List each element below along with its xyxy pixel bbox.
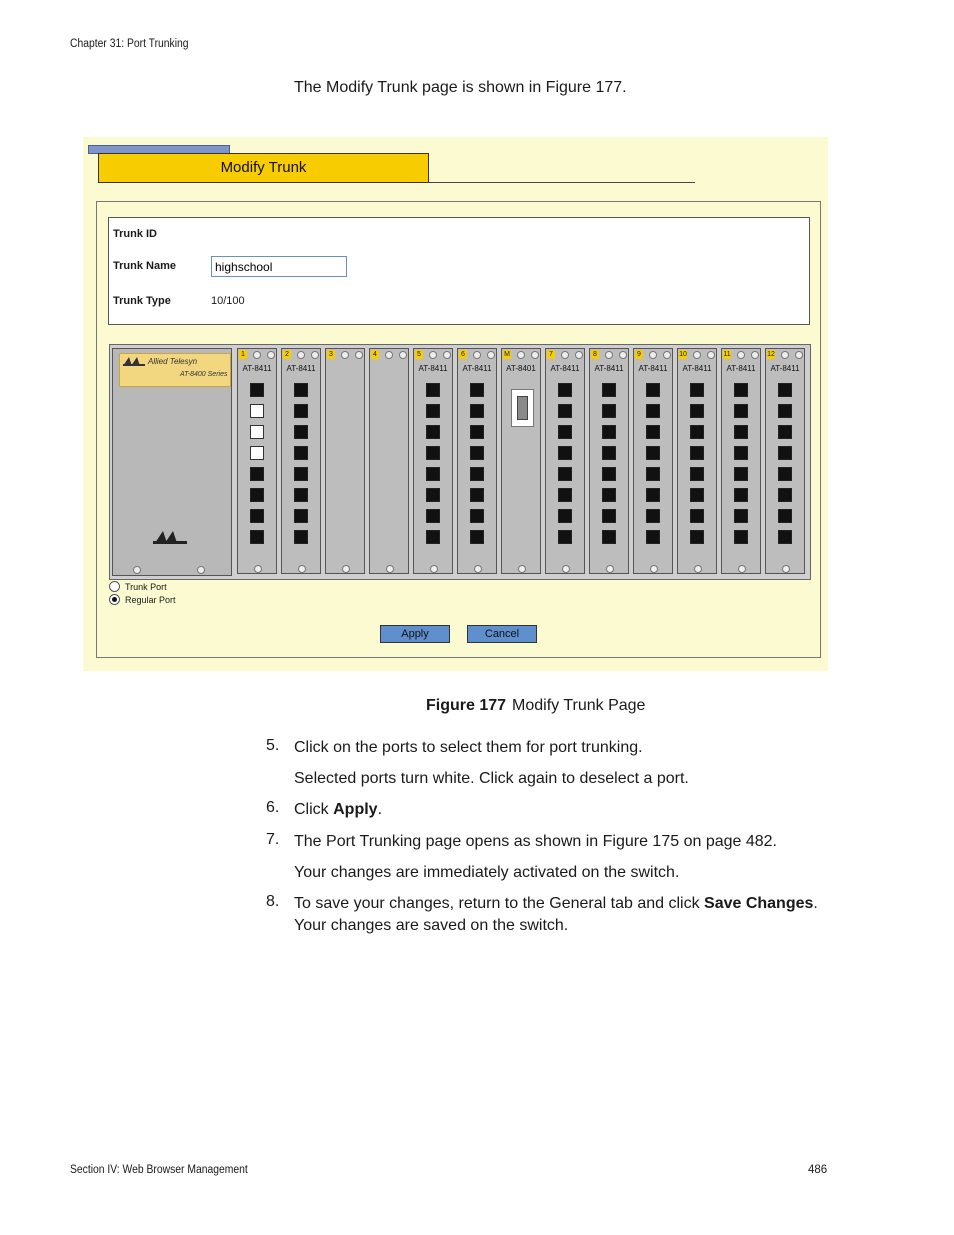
port-10-4[interactable]: [690, 446, 704, 460]
step-text-part: . Your changes are saved on the switch.: [294, 895, 818, 934]
brand-name: Allied Telesyn: [148, 357, 198, 366]
port-11-4[interactable]: [734, 446, 748, 460]
module-model: AT-8411: [418, 364, 448, 373]
step-note: Your changes are immediately activated on the switch.: [294, 864, 680, 881]
port-12-4[interactable]: [778, 446, 792, 460]
module-slot-1: [237, 348, 277, 574]
port-7-1[interactable]: [558, 383, 572, 397]
screw-icon: [253, 351, 261, 359]
slot-number: M: [504, 351, 510, 358]
port-2-8[interactable]: [294, 530, 308, 544]
module-model: AT-8411: [550, 364, 580, 373]
serial-port-icon: [511, 389, 534, 427]
port-9-7[interactable]: [646, 509, 660, 523]
module-model: AT-8411: [770, 364, 800, 373]
screw-icon: [619, 351, 627, 359]
serial-connector: [517, 396, 528, 420]
port-12-2[interactable]: [778, 404, 792, 418]
port-12-5[interactable]: [778, 467, 792, 481]
regular-port-label: Regular Port: [125, 595, 176, 605]
module-model: AT-8401: [506, 364, 536, 373]
port-2-7[interactable]: [294, 509, 308, 523]
port-7-5[interactable]: [558, 467, 572, 481]
chapter-header: Chapter 31: Port Trunking: [70, 38, 189, 50]
port-8-1[interactable]: [602, 383, 616, 397]
screw-icon: [474, 565, 482, 573]
module-slot-5: [413, 348, 453, 574]
module-slot-3: [325, 348, 365, 574]
screw-icon: [133, 566, 141, 574]
slot-number: 5: [415, 350, 423, 359]
step-note: Selected ports turn white. Click again to deselect a port.: [294, 770, 689, 787]
port-2-2[interactable]: [294, 404, 308, 418]
screw-icon: [605, 351, 613, 359]
screw-icon: [517, 351, 525, 359]
slot-number: 7: [547, 350, 555, 359]
port-6-8[interactable]: [470, 530, 484, 544]
module-slot-11: [721, 348, 761, 574]
chassis-base-card: [112, 348, 232, 576]
title-underline: [428, 182, 695, 183]
slot-number: 12: [767, 351, 775, 358]
port-11-1[interactable]: [734, 383, 748, 397]
screw-icon: [782, 565, 790, 573]
screw-icon: [606, 565, 614, 573]
slot-number: 8: [591, 350, 599, 359]
screw-icon: [429, 351, 437, 359]
slot-number: 9: [635, 350, 643, 359]
screw-icon: [342, 565, 350, 573]
slot-number: 3: [327, 350, 335, 359]
port-5-1[interactable]: [426, 383, 440, 397]
port-9-4[interactable]: [646, 446, 660, 460]
port-5-8[interactable]: [426, 530, 440, 544]
screw-icon: [781, 351, 789, 359]
trunk-type-label: Trunk Type: [113, 295, 171, 307]
figure-number: Figure 177: [426, 697, 507, 714]
step-text: [294, 799, 834, 821]
port-10-2[interactable]: [690, 404, 704, 418]
port-12-7[interactable]: [778, 509, 792, 523]
port-5-3[interactable]: [426, 425, 440, 439]
legend-trunk-port: [109, 582, 167, 593]
module-model: AT-8411: [682, 364, 712, 373]
screw-icon: [663, 351, 671, 359]
screw-icon: [562, 565, 570, 573]
screw-icon: [298, 565, 306, 573]
port-11-6[interactable]: [734, 488, 748, 502]
chassis-logo-icon: [153, 529, 187, 545]
screw-icon: [694, 565, 702, 573]
slot-number: 4: [371, 350, 379, 359]
footer-section: Section IV: Web Browser Management: [70, 1164, 248, 1176]
port-8-2[interactable]: [602, 404, 616, 418]
module-model: AT-8411: [242, 364, 272, 373]
slot-number: 11: [723, 351, 731, 358]
apply-button[interactable]: Apply: [380, 625, 450, 643]
screw-icon: [254, 565, 262, 573]
port-12-3[interactable]: [778, 425, 792, 439]
module-model: AT-8411: [286, 364, 316, 373]
port-1-3[interactable]: [250, 425, 264, 439]
port-12-8[interactable]: [778, 530, 792, 544]
regular-port-radio[interactable]: [109, 594, 120, 605]
figure-caption: [426, 697, 645, 715]
screw-icon: [707, 351, 715, 359]
step-number: 5.: [266, 737, 280, 754]
screw-icon: [531, 351, 539, 359]
port-6-3[interactable]: [470, 425, 484, 439]
step-number: 6.: [266, 799, 280, 816]
screw-icon: [341, 351, 349, 359]
port-2-5[interactable]: [294, 467, 308, 481]
port-11-3[interactable]: [734, 425, 748, 439]
port-9-3[interactable]: [646, 425, 660, 439]
screw-icon: [518, 565, 526, 573]
port-2-6[interactable]: [294, 488, 308, 502]
content-panel: [96, 201, 821, 658]
trunk-form: [108, 217, 810, 325]
screw-icon: [737, 351, 745, 359]
port-12-1[interactable]: [778, 383, 792, 397]
module-slot-4: [369, 348, 409, 574]
screw-icon: [385, 351, 393, 359]
port-10-1[interactable]: [690, 383, 704, 397]
allied-telesyn-logo-icon: [123, 356, 145, 366]
intro-paragraph: The Modify Trunk page is shown in Figure 177.: [294, 79, 627, 96]
trunk-port-radio[interactable]: [109, 581, 120, 592]
screw-icon: [197, 566, 205, 574]
step-text-part: Click: [294, 801, 334, 818]
port-10-6[interactable]: [690, 488, 704, 502]
port-7-3[interactable]: [558, 425, 572, 439]
port-11-5[interactable]: [734, 467, 748, 481]
port-12-6[interactable]: [778, 488, 792, 502]
port-6-1[interactable]: [470, 383, 484, 397]
figure-title: Modify Trunk Page: [512, 697, 646, 714]
page-title: Modify Trunk: [220, 159, 307, 176]
trunk-id-label: Trunk ID: [113, 228, 158, 240]
step-text: [294, 893, 834, 937]
screw-icon: [575, 351, 583, 359]
port-8-3[interactable]: [602, 425, 616, 439]
port-7-8[interactable]: [558, 530, 572, 544]
screw-icon: [355, 351, 363, 359]
screw-icon: [649, 351, 657, 359]
port-10-3[interactable]: [690, 425, 704, 439]
port-11-8[interactable]: [734, 530, 748, 544]
screw-icon: [650, 565, 658, 573]
port-6-5[interactable]: [470, 467, 484, 481]
brand-plate: [119, 353, 231, 387]
port-1-2[interactable]: [250, 404, 264, 418]
port-8-5[interactable]: [602, 467, 616, 481]
screw-icon: [443, 351, 451, 359]
screw-icon: [311, 351, 319, 359]
cancel-button[interactable]: Cancel: [467, 625, 537, 643]
port-9-5[interactable]: [646, 467, 660, 481]
port-1-5[interactable]: [250, 467, 264, 481]
module-slot-2: [281, 348, 321, 574]
screw-icon: [751, 351, 759, 359]
page-title-box: [98, 153, 429, 183]
port-11-2[interactable]: [734, 404, 748, 418]
port-2-3[interactable]: [294, 425, 308, 439]
save-changes-emphasis: Save Changes: [704, 895, 814, 912]
port-9-6[interactable]: [646, 488, 660, 502]
step-text-part: To save your changes, return to the General tab and click: [294, 895, 705, 912]
slot-number: 2: [283, 350, 291, 359]
module-model: AT-8411: [726, 364, 756, 373]
port-1-6[interactable]: [250, 488, 264, 502]
screw-icon: [267, 351, 275, 359]
port-5-4[interactable]: [426, 446, 440, 460]
port-6-6[interactable]: [470, 488, 484, 502]
screw-icon: [386, 565, 394, 573]
port-7-4[interactable]: [558, 446, 572, 460]
port-9-2[interactable]: [646, 404, 660, 418]
screw-icon: [430, 565, 438, 573]
slot-number: 1: [239, 350, 247, 359]
port-10-7[interactable]: [690, 509, 704, 523]
port-5-2[interactable]: [426, 404, 440, 418]
port-6-7[interactable]: [470, 509, 484, 523]
module-model: AT-8411: [462, 364, 492, 373]
modify-trunk-figure: [83, 137, 828, 671]
port-9-8[interactable]: [646, 530, 660, 544]
step-text-part: .: [377, 801, 383, 818]
port-7-6[interactable]: [558, 488, 572, 502]
apply-emphasis: Apply: [333, 801, 378, 818]
port-5-5[interactable]: [426, 467, 440, 481]
module-model: AT-8411: [638, 364, 668, 373]
screw-icon: [487, 351, 495, 359]
brand-model: AT-8400 Series: [180, 371, 228, 378]
screw-icon: [738, 565, 746, 573]
legend-regular-port: [109, 595, 176, 606]
step-text: The Port Trunking page opens as shown in Figure 175 on page 482.: [294, 833, 777, 850]
screw-icon: [473, 351, 481, 359]
trunk-name-input[interactable]: [211, 256, 347, 277]
step-text: Click on the ports to select them for port trunking.: [294, 739, 643, 756]
screw-icon: [795, 351, 803, 359]
port-10-5[interactable]: [690, 467, 704, 481]
port-8-6[interactable]: [602, 488, 616, 502]
module-slot-6: [457, 348, 497, 574]
screw-icon: [693, 351, 701, 359]
port-9-1[interactable]: [646, 383, 660, 397]
port-1-4[interactable]: [250, 446, 264, 460]
trunk-port-label: Trunk Port: [125, 582, 167, 592]
port-10-8[interactable]: [690, 530, 704, 544]
port-1-8[interactable]: [250, 530, 264, 544]
port-2-1[interactable]: [294, 383, 308, 397]
port-8-4[interactable]: [602, 446, 616, 460]
port-1-1[interactable]: [250, 383, 264, 397]
port-8-8[interactable]: [602, 530, 616, 544]
switch-chassis: [109, 344, 811, 580]
screw-icon: [561, 351, 569, 359]
port-5-7[interactable]: [426, 509, 440, 523]
module-slot-10: [677, 348, 717, 574]
step-number: 7.: [266, 831, 280, 848]
step-number: 8.: [266, 893, 280, 910]
module-slot-9: [633, 348, 673, 574]
screw-icon: [399, 351, 407, 359]
port-7-7[interactable]: [558, 509, 572, 523]
screw-icon: [297, 351, 305, 359]
slot-number: 10: [679, 351, 687, 358]
module-slot-7: [545, 348, 585, 574]
page-number: 486: [808, 1164, 828, 1176]
module-slot-8: [589, 348, 629, 574]
port-5-6[interactable]: [426, 488, 440, 502]
port-7-2[interactable]: [558, 404, 572, 418]
trunk-name-label: Trunk Name: [113, 260, 176, 272]
port-11-7[interactable]: [734, 509, 748, 523]
port-1-7[interactable]: [250, 509, 264, 523]
slot-number: 6: [459, 350, 467, 359]
port-2-4[interactable]: [294, 446, 308, 460]
port-8-7[interactable]: [602, 509, 616, 523]
module-slot-12: [765, 348, 805, 574]
trunk-type-value: 10/100: [211, 295, 245, 307]
port-6-4[interactable]: [470, 446, 484, 460]
port-6-2[interactable]: [470, 404, 484, 418]
module-model: AT-8411: [594, 364, 624, 373]
module-slot-M: [501, 348, 541, 574]
